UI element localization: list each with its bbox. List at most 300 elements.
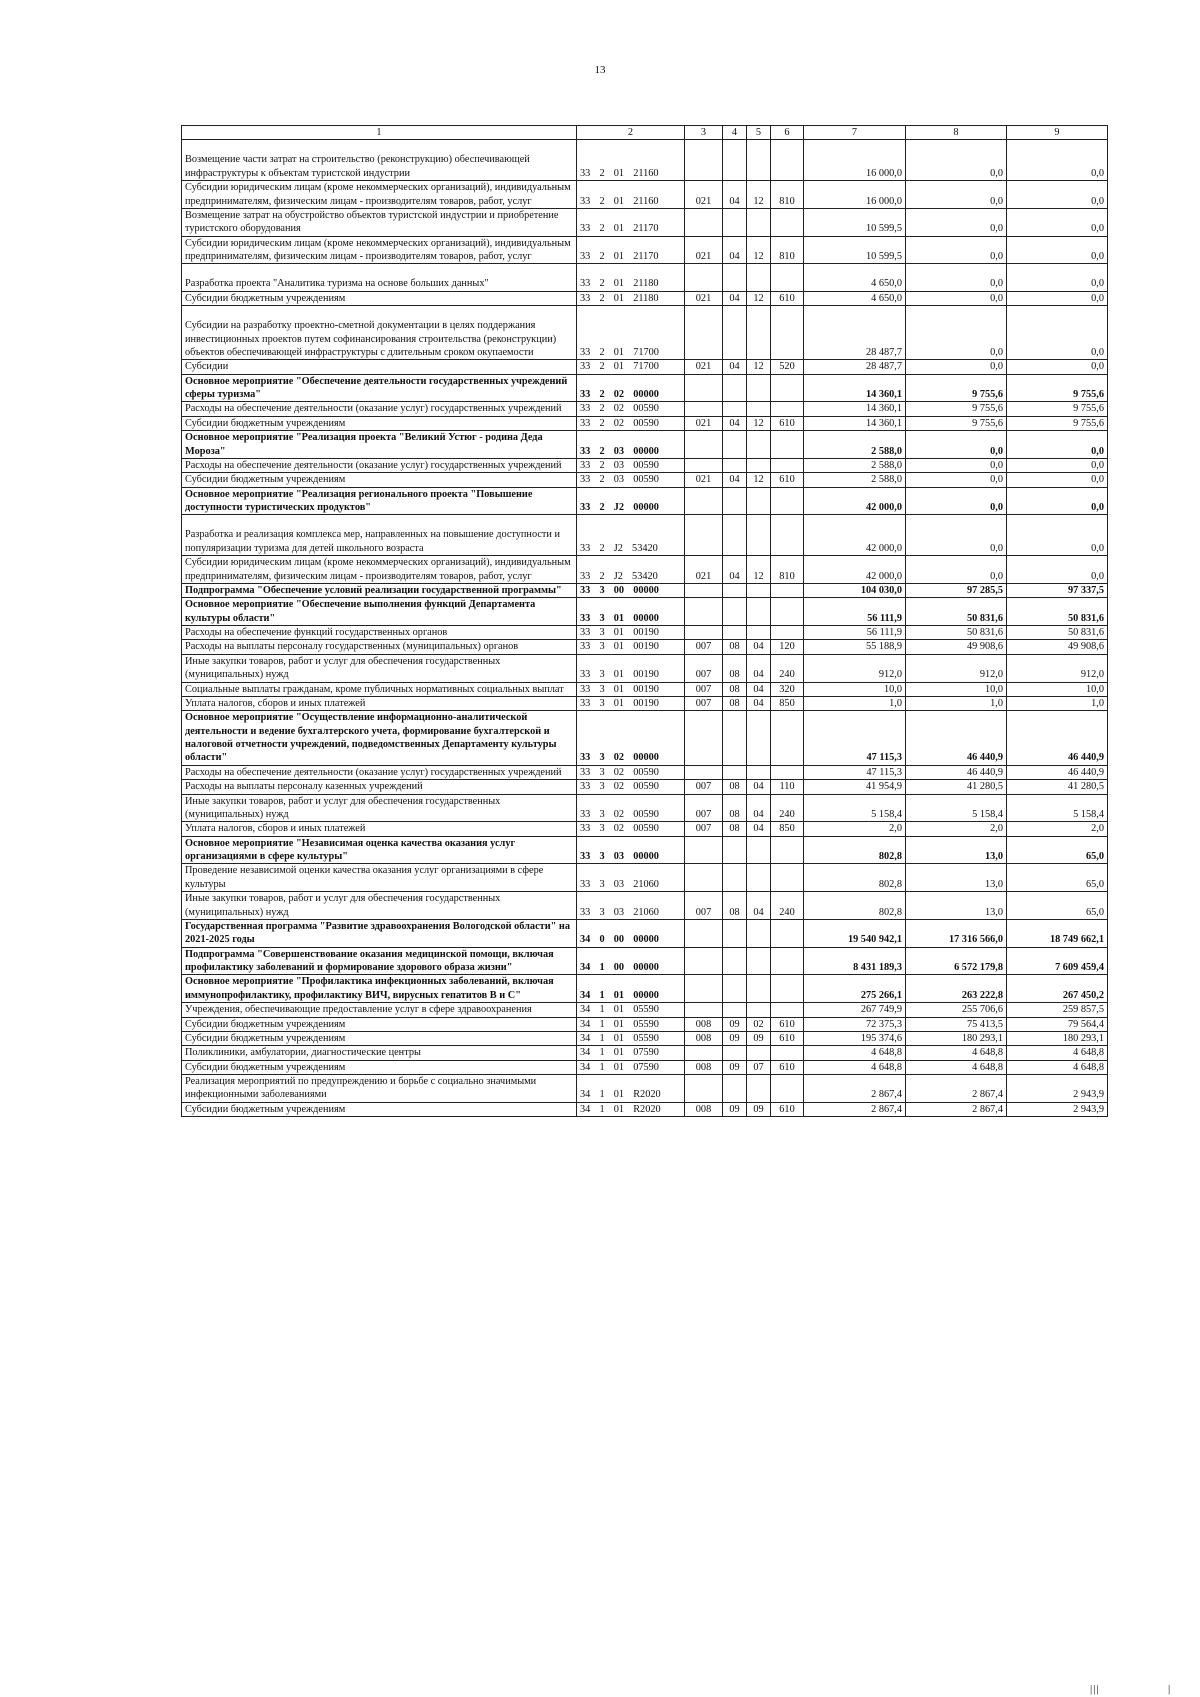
row-amount-col8-text: 9 755,6 <box>972 389 1003 400</box>
row-target-code <box>577 306 685 360</box>
row-section-code-text: 04 <box>729 361 740 373</box>
row-expense-type <box>771 1031 804 1045</box>
column-header: 1 <box>182 126 577 140</box>
row-amount-col9 <box>1007 1046 1108 1060</box>
row-department-code-text: 007 <box>695 641 712 653</box>
row-amount-col8 <box>906 264 1007 291</box>
row-description-text: Подпрограмма "Обеспечение условий реализации государственной программы" <box>185 584 562 596</box>
row-description <box>182 1003 577 1017</box>
row-amount-col8 <box>906 306 1007 360</box>
row-target-code <box>577 711 685 766</box>
row-description <box>182 360 577 374</box>
row-amount-col8 <box>906 711 1007 766</box>
row-amount-col7-text: 2,0 <box>889 823 902 835</box>
row-amount-col9-text: 912,0 <box>1080 669 1104 681</box>
row-amount-col9-text: 18 749 662,1 <box>1049 934 1104 946</box>
row-amount-col8-text: 2 867,4 <box>972 1089 1003 1101</box>
table-row <box>182 919 1108 947</box>
row-amount-col8-text: 180 293,1 <box>961 1032 1003 1044</box>
row-department-code <box>685 264 723 291</box>
row-target-code-text: 33 2 01 21170 <box>580 223 659 235</box>
row-expense-type-text: 850 <box>779 697 795 709</box>
row-description-text: Социальные выплаты гражданам, кроме публичных нормативных социальных выплат <box>185 683 564 695</box>
row-amount-col9 <box>1007 431 1108 459</box>
row-department-code <box>685 654 723 682</box>
row-target-code <box>577 515 685 556</box>
row-expense-type <box>771 711 804 766</box>
row-description-text: Разработка и реализация комплекса мер, направленных на повышение доступности и популяризации туризма для детей школьного возраста <box>185 529 561 554</box>
row-section-code <box>723 598 747 626</box>
row-subsection-code-text: 04 <box>753 669 764 681</box>
row-amount-col8 <box>906 864 1007 892</box>
table-row <box>182 291 1108 305</box>
row-description-text: Расходы на обеспечение функций государственных органов <box>185 627 448 638</box>
row-amount-col8-text: 0,0 <box>990 251 1003 262</box>
row-amount-col8-text: 0,0 <box>990 542 1003 554</box>
row-description <box>182 892 577 920</box>
row-expense-type <box>771 291 804 305</box>
row-subsection-code <box>747 264 771 291</box>
row-amount-col8 <box>906 1046 1007 1060</box>
row-department-code <box>685 416 723 430</box>
table-row <box>182 473 1108 487</box>
row-amount-col8-text: 6 572 179,8 <box>954 962 1003 973</box>
row-department-code-text: 021 <box>695 570 712 582</box>
row-subsection-code-text: 12 <box>753 195 764 207</box>
row-description <box>182 919 577 947</box>
row-amount-col8-text: 0,0 <box>990 445 1003 457</box>
table-row <box>182 682 1108 696</box>
row-department-code <box>685 975 723 1003</box>
row-amount-col8 <box>906 374 1007 402</box>
row-description-text: Иные закупки товаров, работ и услуг для обеспечения государственных (муниципальных) нужд <box>185 795 501 820</box>
table-row <box>182 1031 1108 1045</box>
row-expense-type <box>771 458 804 472</box>
row-expense-type-text: 610 <box>779 474 795 486</box>
row-section-code <box>723 583 747 597</box>
table-row <box>182 416 1108 430</box>
row-subsection-code-text: 07 <box>753 1061 764 1073</box>
row-amount-col7 <box>804 975 906 1003</box>
row-subsection-code <box>747 1003 771 1017</box>
row-amount-col8 <box>906 919 1007 947</box>
row-amount-col8 <box>906 236 1007 264</box>
column-header: 8 <box>906 126 1007 140</box>
row-amount-col9-text: 0,0 <box>1091 278 1104 290</box>
row-amount-col9 <box>1007 264 1108 291</box>
row-department-code-text: 007 <box>695 669 712 681</box>
row-amount-col9 <box>1007 711 1108 766</box>
row-amount-col9 <box>1007 919 1108 947</box>
row-expense-type <box>771 1046 804 1060</box>
row-amount-col9-text: 180 293,1 <box>1062 1032 1104 1044</box>
row-amount-col7 <box>804 487 906 515</box>
row-amount-col8 <box>906 696 1007 710</box>
row-expense-type-text: 120 <box>779 641 795 653</box>
row-amount-col8 <box>906 181 1007 209</box>
row-target-code <box>577 1060 685 1074</box>
row-section-code-text: 09 <box>729 1018 740 1030</box>
row-description <box>182 947 577 975</box>
row-amount-col9 <box>1007 487 1108 515</box>
row-description <box>182 640 577 654</box>
row-amount-col9-text: 0,0 <box>1091 346 1104 358</box>
row-expense-type <box>771 374 804 402</box>
row-description-text: Субсидии юридическим лицам (кроме некоммерческих организаций), индивидуальным предпринимателям, физическим лицам - производителям товаров, работ, услуг <box>185 557 571 582</box>
row-target-code-text: 33 3 02 00590 <box>580 766 659 778</box>
row-amount-col9 <box>1007 458 1108 472</box>
row-description <box>182 431 577 459</box>
row-section-code-text: 08 <box>729 683 740 695</box>
row-department-code <box>685 864 723 892</box>
row-expense-type <box>771 556 804 584</box>
row-expense-type <box>771 640 804 654</box>
row-expense-type <box>771 306 804 360</box>
row-target-code <box>577 975 685 1003</box>
row-amount-col7 <box>804 431 906 459</box>
row-amount-col9 <box>1007 1003 1108 1017</box>
row-section-code <box>723 458 747 472</box>
row-amount-col7 <box>804 822 906 836</box>
row-subsection-code <box>747 794 771 822</box>
row-amount-col8-text: 75 413,5 <box>966 1018 1003 1030</box>
row-amount-col9 <box>1007 892 1108 920</box>
row-subsection-code <box>747 836 771 864</box>
row-target-code <box>577 416 685 430</box>
row-amount-col7-text: 28 487,7 <box>865 346 902 358</box>
row-description-text: Субсидии бюджетным учреждениям <box>185 292 346 304</box>
row-subsection-code <box>747 892 771 920</box>
row-amount-col9 <box>1007 360 1108 374</box>
row-section-code-text: 04 <box>729 251 740 262</box>
row-target-code <box>577 654 685 682</box>
row-expense-type-text: 810 <box>779 251 795 262</box>
row-subsection-code-text: 04 <box>753 781 764 793</box>
row-target-code <box>577 1075 685 1103</box>
row-description <box>182 975 577 1003</box>
row-department-code <box>685 836 723 864</box>
row-amount-col7-text: 14 360,1 <box>865 417 902 429</box>
row-amount-col7 <box>804 794 906 822</box>
row-amount-col8 <box>906 431 1007 459</box>
row-amount-col7-text: 2 588,0 <box>871 459 902 471</box>
row-amount-col8 <box>906 583 1007 597</box>
row-department-code-text: 007 <box>695 781 712 793</box>
row-description-text: Основное мероприятие "Реализация проекта "Великий Устюг - родина Деда Мороза" <box>185 432 543 457</box>
row-department-code-text: 021 <box>695 292 712 304</box>
row-amount-col9-text: 65,0 <box>1085 906 1104 918</box>
row-amount-col9 <box>1007 836 1108 864</box>
row-expense-type-text: 240 <box>779 906 795 918</box>
row-amount-col7 <box>804 360 906 374</box>
row-amount-col9 <box>1007 975 1108 1003</box>
row-amount-col9 <box>1007 1017 1108 1031</box>
table-row <box>182 1102 1108 1116</box>
row-department-code <box>685 431 723 459</box>
row-amount-col7 <box>804 892 906 920</box>
row-subsection-code-text: 12 <box>753 474 764 486</box>
row-target-code-text: 33 3 01 00190 <box>580 641 659 653</box>
row-description-text: Субсидии бюджетным учреждениям <box>185 1032 346 1044</box>
table-row <box>182 556 1108 584</box>
row-target-code <box>577 682 685 696</box>
row-amount-col9 <box>1007 640 1108 654</box>
row-section-code-text: 08 <box>729 781 740 793</box>
row-amount-col7 <box>804 416 906 430</box>
row-subsection-code-text: 12 <box>753 417 764 429</box>
row-amount-col7 <box>804 583 906 597</box>
row-expense-type-text: 810 <box>779 195 795 207</box>
row-amount-col9-text: 50 831,6 <box>1067 612 1104 624</box>
row-description <box>182 682 577 696</box>
row-amount-col9 <box>1007 1031 1108 1045</box>
row-expense-type <box>771 696 804 710</box>
row-department-code <box>685 140 723 181</box>
row-amount-col8 <box>906 947 1007 975</box>
row-amount-col8-text: 4 648,8 <box>972 1061 1003 1073</box>
row-amount-col9 <box>1007 583 1108 597</box>
row-amount-col7-text: 4 650,0 <box>871 292 902 304</box>
row-department-code-text: 021 <box>695 361 712 373</box>
table-row <box>182 626 1108 640</box>
row-amount-col7-text: 16 000,0 <box>865 195 902 207</box>
row-amount-col8-text: 9 755,6 <box>972 403 1003 415</box>
row-description-text: Поликлиники, амбулатории, диагностические центры <box>185 1047 421 1059</box>
row-amount-col7-text: 56 111,9 <box>866 627 902 638</box>
row-amount-col8 <box>906 598 1007 626</box>
row-section-code <box>723 640 747 654</box>
row-section-code <box>723 431 747 459</box>
row-section-code <box>723 1075 747 1103</box>
row-department-code <box>685 1017 723 1031</box>
row-amount-col8-text: 2,0 <box>990 823 1003 835</box>
row-amount-col9 <box>1007 181 1108 209</box>
row-amount-col7-text: 4 650,0 <box>871 278 902 290</box>
row-leading-gap <box>185 140 573 153</box>
row-amount-col9 <box>1007 140 1108 181</box>
row-amount-col7-text: 42 000,0 <box>865 542 902 554</box>
row-subsection-code <box>747 1102 771 1116</box>
row-expense-type-text: 610 <box>779 1061 795 1073</box>
row-amount-col7-text: 42 000,0 <box>865 502 902 513</box>
row-department-code-text: 007 <box>695 683 712 695</box>
row-leading-gap <box>185 306 573 319</box>
row-department-code <box>685 583 723 597</box>
row-amount-col7 <box>804 682 906 696</box>
row-department-code <box>685 1046 723 1060</box>
row-description-text: Расходы на обеспечение деятельности (оказание услуг) государственных учреждений <box>185 459 562 471</box>
row-amount-col9 <box>1007 654 1108 682</box>
row-description-text: Учреждения, обеспечивающие предоставление услуг в сфере здравоохранения <box>185 1004 532 1016</box>
row-section-code <box>723 515 747 556</box>
row-amount-col9 <box>1007 208 1108 236</box>
row-amount-col8 <box>906 654 1007 682</box>
row-amount-col9-text: 65,0 <box>1085 851 1104 862</box>
row-target-code <box>577 794 685 822</box>
row-expense-type <box>771 864 804 892</box>
row-amount-col9-text: 0,0 <box>1091 542 1104 554</box>
row-section-code <box>723 1046 747 1060</box>
row-amount-col7-text: 802,8 <box>878 851 902 862</box>
row-department-code-text: 021 <box>695 417 712 429</box>
row-amount-col9-text: 49 908,6 <box>1067 641 1104 653</box>
row-amount-col9 <box>1007 598 1108 626</box>
row-target-code-text: 34 1 01 R2020 <box>580 1089 661 1101</box>
row-subsection-code <box>747 487 771 515</box>
row-amount-col8-text: 0,0 <box>990 570 1003 582</box>
row-amount-col7-text: 72 375,3 <box>865 1018 902 1030</box>
row-section-code-text: 08 <box>729 823 740 835</box>
row-description-text: Субсидии на разработку проектно-сметной документации в целях поддержания инвестиционных проектов путем софинансирования строительства (реконструкции) объектов обеспечивающей инфраструктуры с длительным сроком окупаемости <box>185 320 557 358</box>
row-amount-col9 <box>1007 1102 1108 1116</box>
row-amount-col7-text: 47 115,3 <box>866 766 902 778</box>
row-description <box>182 515 577 556</box>
row-amount-col8-text: 46 440,9 <box>966 752 1003 764</box>
row-amount-col9 <box>1007 696 1108 710</box>
row-amount-col7 <box>804 306 906 360</box>
row-amount-col8-text: 9 755,6 <box>972 417 1003 429</box>
row-amount-col8 <box>906 1102 1007 1116</box>
row-amount-col8-text: 0,0 <box>990 195 1003 207</box>
row-amount-col8-text: 0,0 <box>990 459 1003 471</box>
row-amount-col9-text: 259 857,5 <box>1062 1004 1104 1016</box>
scan-footer-mark: ||| <box>1090 1683 1100 1695</box>
row-amount-col8-text: 50 831,6 <box>966 627 1003 638</box>
row-department-code <box>685 626 723 640</box>
table-row <box>182 208 1108 236</box>
row-target-code-text: 34 1 01 07590 <box>580 1061 659 1073</box>
row-target-code-text: 33 2 03 00590 <box>580 474 659 486</box>
row-department-code-text: 007 <box>695 697 712 709</box>
row-target-code-text: 34 1 01 05590 <box>580 1004 659 1016</box>
row-department-code-text: 021 <box>695 474 712 486</box>
row-target-code-text: 34 1 01 07590 <box>580 1047 659 1059</box>
row-description-text: Основное мероприятие "Осуществление информационно-аналитической деятельности и ведение бухгалтерского учета, формирование бухгалтерской и налоговой отчетности учреждений, подведомственных Департаменту культуры области" <box>185 712 557 764</box>
row-amount-col8-text: 0,0 <box>990 278 1003 290</box>
row-description <box>182 626 577 640</box>
row-amount-col7-text: 802,8 <box>878 878 902 890</box>
row-amount-col9-text: 267 450,2 <box>1062 989 1104 1001</box>
table-row <box>182 892 1108 920</box>
row-subsection-code <box>747 1060 771 1074</box>
row-expense-type <box>771 626 804 640</box>
row-subsection-code <box>747 402 771 416</box>
row-section-code <box>723 291 747 305</box>
row-expense-type <box>771 947 804 975</box>
row-target-code <box>577 181 685 209</box>
row-amount-col8-text: 5 158,4 <box>972 808 1003 820</box>
row-amount-col8 <box>906 640 1007 654</box>
row-subsection-code <box>747 374 771 402</box>
row-amount-col7 <box>804 947 906 975</box>
budget-table <box>181 125 1108 1117</box>
row-target-code-text: 33 2 01 71700 <box>580 361 659 373</box>
row-amount-col7 <box>804 236 906 264</box>
row-amount-col7-text: 2 588,0 <box>871 474 902 486</box>
row-subsection-code-text: 12 <box>753 570 764 582</box>
row-amount-col9-text: 0,0 <box>1091 361 1104 373</box>
row-amount-col9-text: 2,0 <box>1091 823 1104 835</box>
row-amount-col7-text: 5 158,4 <box>871 808 902 820</box>
row-amount-col9-text: 10,0 <box>1085 683 1104 695</box>
row-department-code <box>685 822 723 836</box>
row-description <box>182 402 577 416</box>
row-subsection-code <box>747 919 771 947</box>
row-expense-type <box>771 765 804 779</box>
row-description <box>182 780 577 794</box>
row-subsection-code <box>747 1031 771 1045</box>
row-amount-col7-text: 2 867,4 <box>871 1089 902 1101</box>
row-amount-col9-text: 0,0 <box>1091 474 1104 486</box>
row-expense-type <box>771 1003 804 1017</box>
row-description-text: Уплата налогов, сборов и иных платежей <box>185 697 366 709</box>
row-amount-col9 <box>1007 556 1108 584</box>
row-amount-col8 <box>906 416 1007 430</box>
row-amount-col7-text: 104 030,0 <box>860 584 902 596</box>
row-subsection-code-text: 04 <box>753 683 764 695</box>
row-expense-type-text: 610 <box>779 1018 795 1030</box>
row-department-code-text: 021 <box>695 251 712 262</box>
row-department-code <box>685 473 723 487</box>
row-amount-col7 <box>804 140 906 181</box>
row-section-code <box>723 919 747 947</box>
row-amount-col8-text: 912,0 <box>979 669 1003 681</box>
row-expense-type-text: 240 <box>779 669 795 681</box>
row-subsection-code <box>747 416 771 430</box>
row-expense-type-text: 320 <box>779 683 795 695</box>
row-amount-col7 <box>804 598 906 626</box>
row-expense-type-text: 850 <box>779 823 795 835</box>
row-department-code <box>685 1075 723 1103</box>
row-expense-type <box>771 682 804 696</box>
row-target-code-text: 33 2 02 00590 <box>580 417 659 429</box>
row-department-code <box>685 598 723 626</box>
row-description-text: Расходы на обеспечение деятельности (оказание услуг) государственных учреждений <box>185 766 562 778</box>
row-subsection-code-text: 04 <box>753 697 764 709</box>
row-description-text: Субсидии бюджетным учреждениям <box>185 417 346 429</box>
row-leading-gap <box>185 264 573 277</box>
row-target-code <box>577 360 685 374</box>
row-amount-col7 <box>804 1102 906 1116</box>
page-number: 13 <box>594 64 606 76</box>
row-amount-col7-text: 802,8 <box>878 906 902 918</box>
row-target-code-text: 33 3 00 00000 <box>580 584 659 596</box>
row-amount-col7 <box>804 264 906 291</box>
row-amount-col7-text: 275 266,1 <box>860 989 902 1001</box>
table-row <box>182 402 1108 416</box>
row-subsection-code <box>747 711 771 766</box>
row-amount-col9-text: 0,0 <box>1091 292 1104 304</box>
row-amount-col7-text: 42 000,0 <box>865 570 902 582</box>
row-amount-col9-text: 50 831,6 <box>1067 627 1104 638</box>
row-description-text: Иные закупки товаров, работ и услуг для обеспечения государственных (муниципальных) нужд <box>185 893 501 918</box>
scan-edge-mark: | <box>1168 1683 1171 1695</box>
row-description-text: Уплата налогов, сборов и иных платежей <box>185 823 366 835</box>
row-section-code <box>723 1102 747 1116</box>
row-subsection-code <box>747 864 771 892</box>
row-subsection-code <box>747 208 771 236</box>
row-department-code <box>685 765 723 779</box>
column-header: 6 <box>771 126 804 140</box>
row-amount-col9-text: 0,0 <box>1091 445 1104 457</box>
row-subsection-code <box>747 306 771 360</box>
row-target-code <box>577 291 685 305</box>
row-amount-col7-text: 4 648,8 <box>871 1061 902 1073</box>
row-department-code <box>685 682 723 696</box>
row-amount-col7 <box>804 374 906 402</box>
row-subsection-code <box>747 640 771 654</box>
table-row <box>182 836 1108 864</box>
